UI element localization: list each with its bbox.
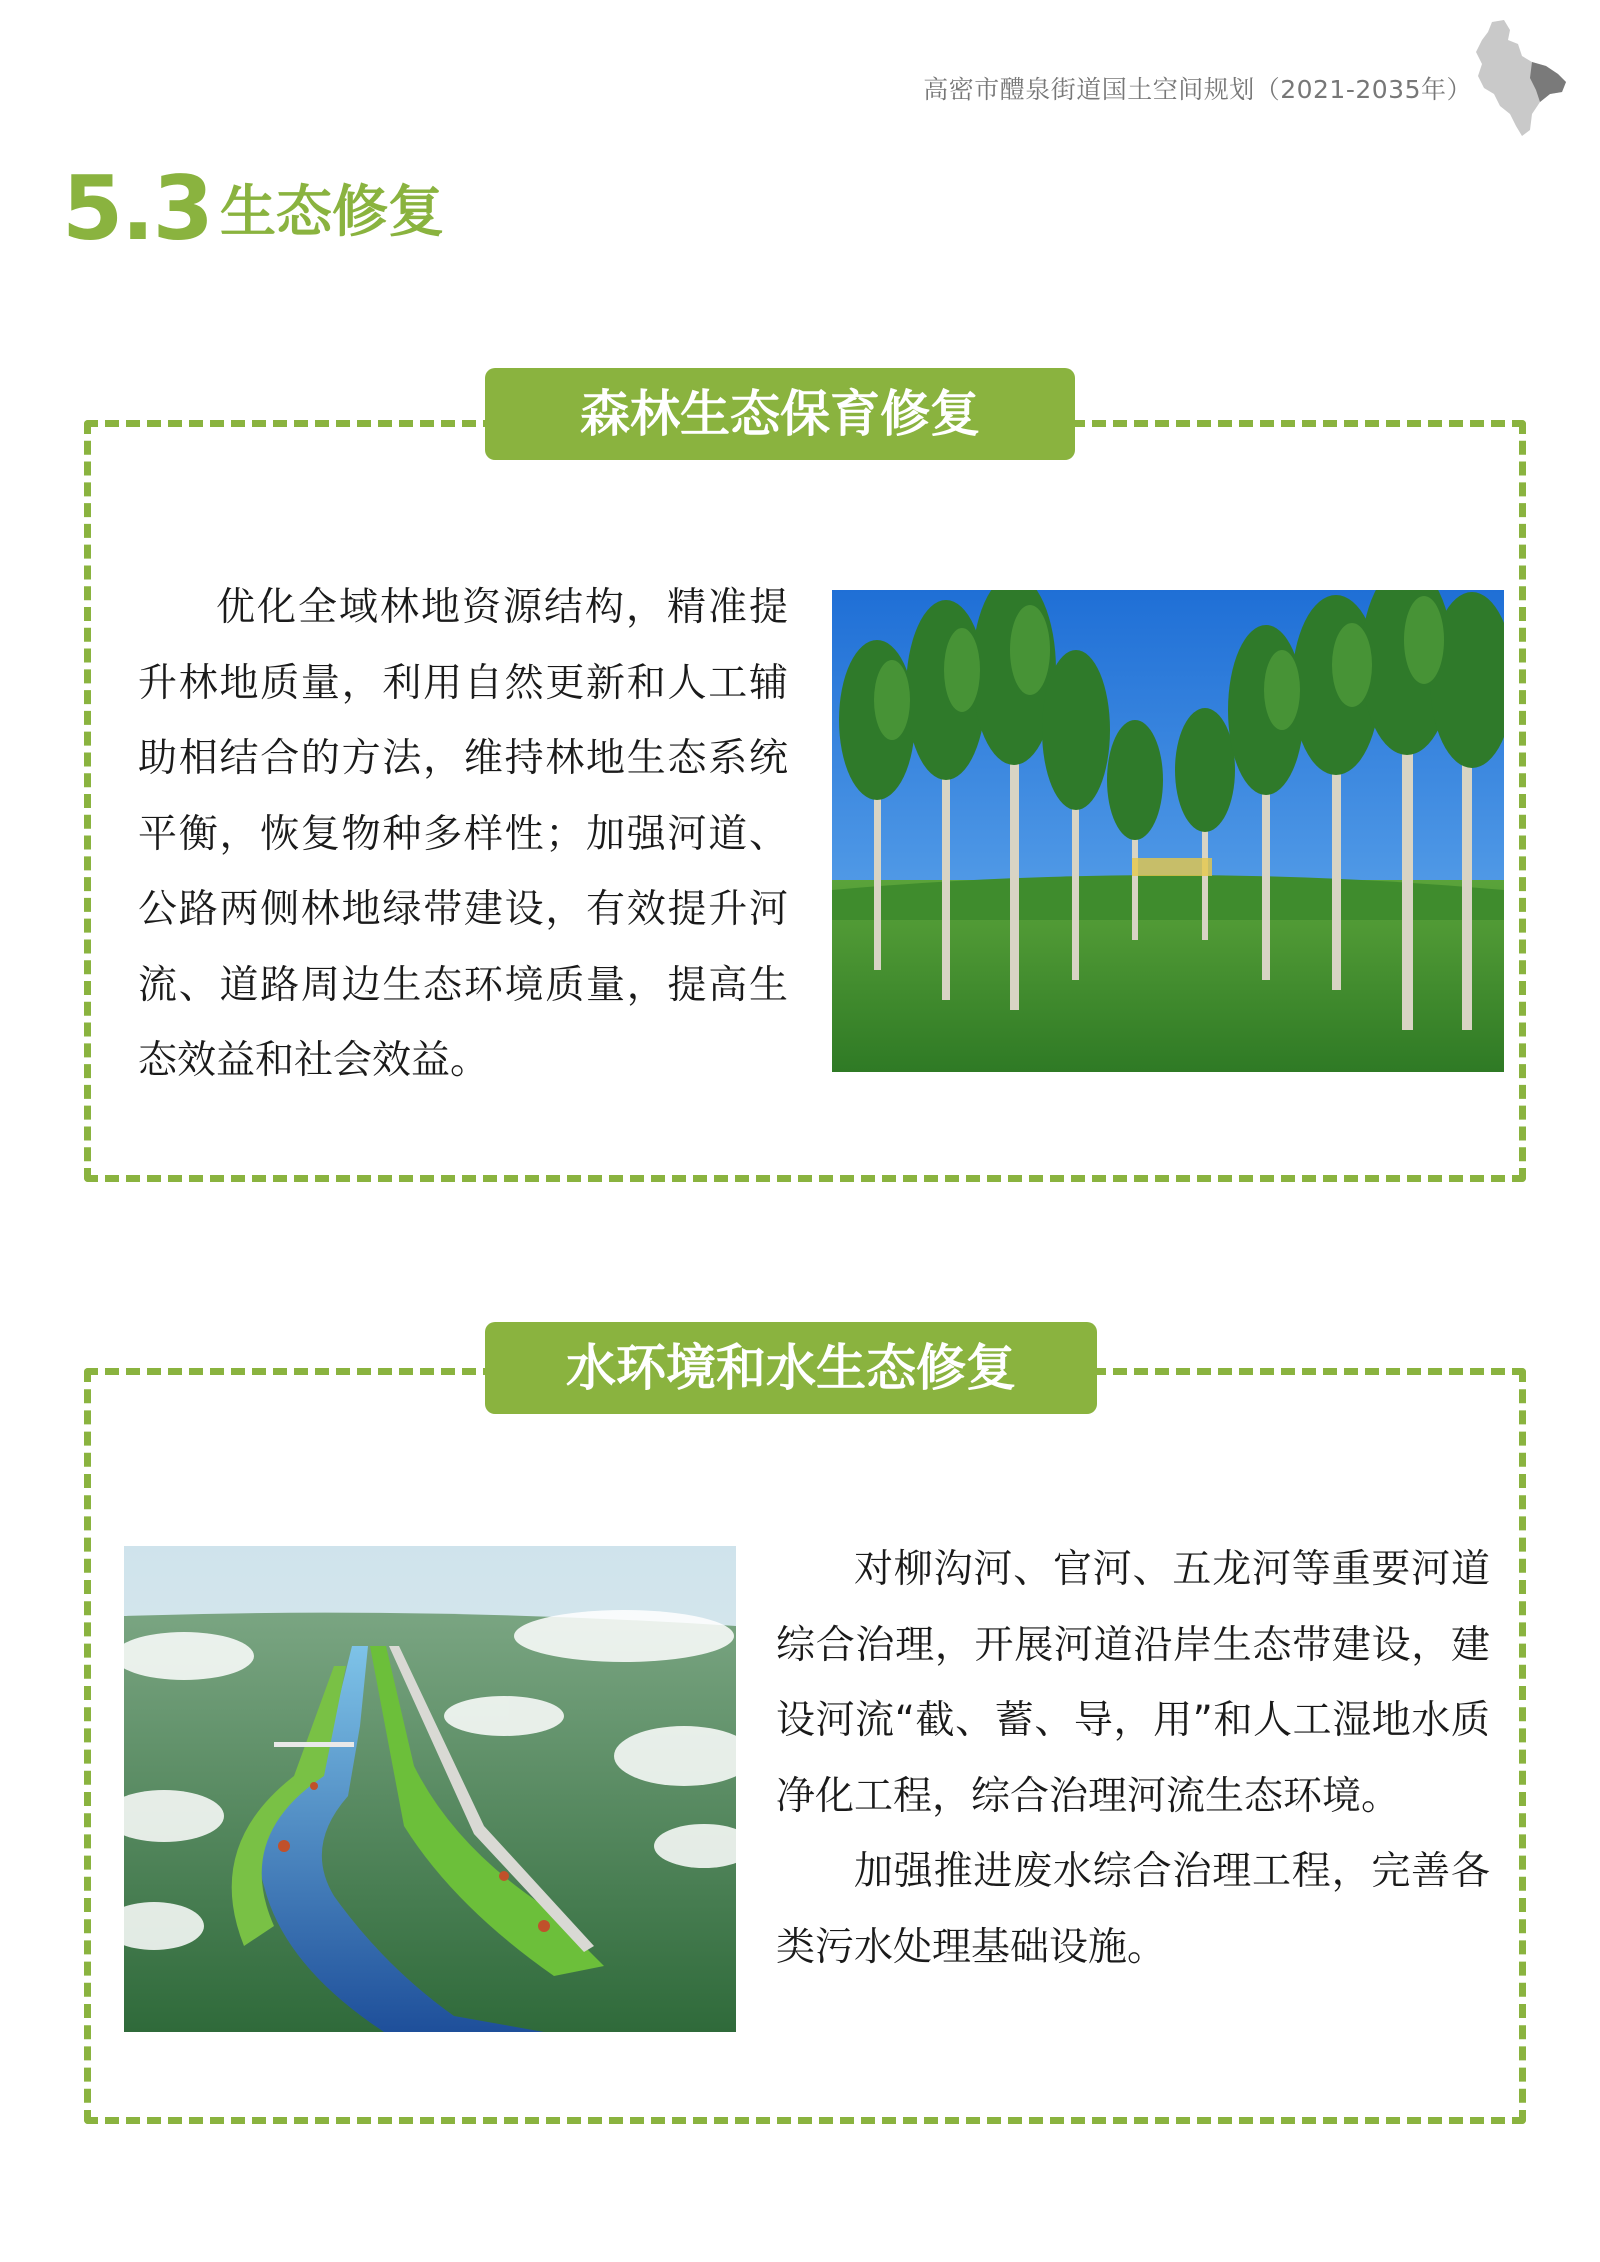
water-restoration-paragraph: 对柳沟河、官河、五龙河等重要河道综合治理，开展河道沿岸生态带建设，建设河流“截、蓄、导，用”和人工湿地水质净化工程，综合治理河流生态环境。 xyxy=(776,1547,1490,1819)
water-restoration-tag: 水环境和水生态修复 xyxy=(485,1322,1097,1414)
water-restoration-text xyxy=(776,1532,1490,1985)
forest-photo xyxy=(832,590,1504,1072)
forest-restoration-text: 优化全域林地资源结构，精准提升林地质量，利用自然更新和人工辅助相结合的方法，维持林地生态系统平衡，恢复物种多样性；加强河道、公路两侧林地绿带建设，有效提升河流、道路周边生态环境质量，提高生态效益和社会效益。 xyxy=(138,585,788,1083)
forest-restoration-tag: 森林生态保育修复 xyxy=(485,368,1075,460)
county-map-icon xyxy=(1470,18,1570,138)
section-number: 5.3 xyxy=(62,157,212,260)
section-title: 生态修复 xyxy=(220,180,444,245)
river-aerial-photo xyxy=(124,1546,736,2032)
document-title: 高密市醴泉街道国土空间规划（2021-2035年） xyxy=(923,75,1472,104)
water-restoration-paragraph: 加强推进废水综合治理工程，完善各类污水处理基础设施。 xyxy=(776,1849,1490,1970)
